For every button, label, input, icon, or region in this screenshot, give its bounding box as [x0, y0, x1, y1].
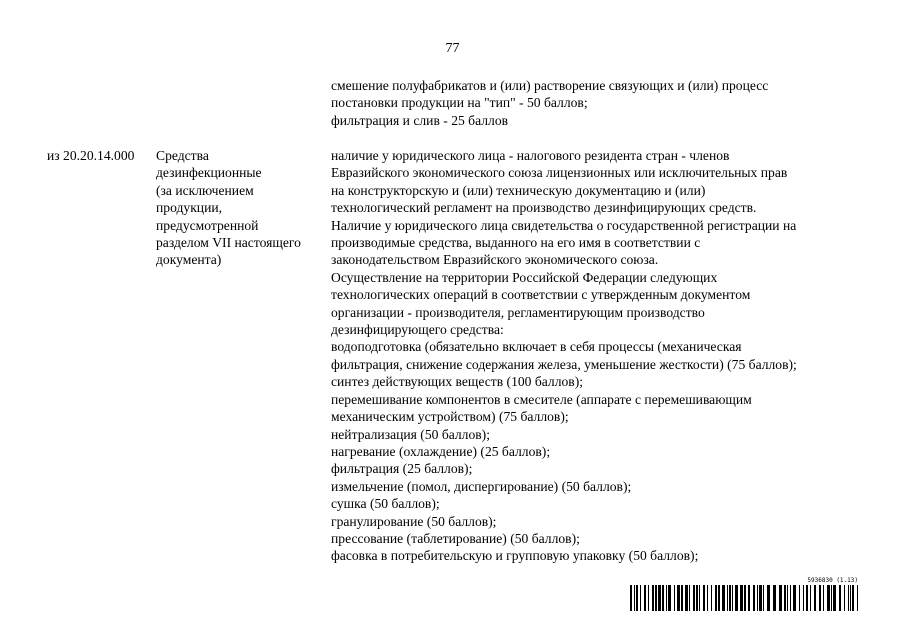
product-name-line: документа) — [156, 252, 222, 268]
barcode-image — [630, 585, 858, 611]
requirement-line: технологических операций в соответствии с утвержденным документом — [331, 287, 751, 303]
requirement-line: синтез действующих веществ (100 баллов); — [331, 374, 584, 390]
requirement-line: перемешивание компонентов в смесителе (аппарате с перемешивающим — [331, 391, 752, 407]
product-name-line: (за исключением — [156, 182, 254, 198]
barcode-bar — [681, 585, 683, 611]
product-name-line: разделом VII настоящего — [156, 235, 301, 251]
barcode-bar — [784, 585, 786, 611]
barcode-bar — [806, 585, 808, 611]
barcode-bar — [644, 585, 646, 611]
barcode-bar — [787, 585, 788, 611]
barcode-bar — [718, 585, 720, 611]
barcode-bar — [833, 585, 836, 611]
barcode-bar — [831, 585, 832, 611]
barcode-bar — [648, 585, 649, 611]
barcode-bar — [799, 585, 800, 611]
continuation-line: смешение полуфабрикатов и (или) растворение связующих и (или) процесс — [331, 78, 769, 93]
requirement-line: наличие у юридического лица - налогового резидента стран - членов — [331, 148, 730, 163]
product-name-line: продукции, — [156, 200, 223, 216]
continuation-line: фильтрация и слив - 25 баллов — [331, 112, 509, 128]
requirement-line: сушка (50 баллов); — [331, 496, 440, 512]
requirements-text — [331, 147, 876, 565]
barcode-bar — [662, 585, 664, 611]
requirement-line: законодательством Евразийского экономического союза. — [331, 252, 659, 268]
barcode-bar — [711, 585, 712, 611]
product-name-line: дезинфекционные — [156, 165, 262, 181]
barcode-bar — [759, 585, 762, 611]
requirement-line: производимые средства, выданного на его имя в соответствии с — [331, 235, 701, 251]
requirement-line: дезинфицирующего средства: — [331, 322, 504, 338]
barcode-bar — [636, 585, 638, 611]
requirement-line: технологический регламент на производство дезинфицирующих средств. — [331, 200, 757, 216]
barcode-bar — [634, 585, 635, 611]
requirement-line: фильтрация, снижение содержания железа, уменьшение жесткости) (75 баллов); — [331, 356, 797, 372]
barcode-bar — [823, 585, 824, 611]
barcode-bar — [793, 585, 796, 611]
barcode-bar — [735, 585, 738, 611]
barcode-bar — [652, 585, 654, 611]
barcode-bar — [655, 585, 657, 611]
requirement-line: прессование (таблетирование) (50 баллов); — [331, 530, 580, 546]
barcode-bar — [689, 585, 690, 611]
document-barcode — [630, 577, 858, 611]
requirement-line: водоподготовка (обязательно включает в себя процессы (механическая — [331, 339, 742, 355]
requirement-line: Евразийского экономического союза лицензионных или исключительных прав — [331, 165, 788, 181]
barcode-bar — [744, 585, 746, 611]
barcode-bar — [727, 585, 728, 611]
barcode-bar — [685, 585, 688, 611]
barcode-bar — [810, 585, 811, 611]
continuation-line: постановки продукции на "тип" - 50 баллов; — [331, 95, 588, 111]
requirement-line: организации - производителя, регламентирующим производство — [331, 304, 705, 320]
barcode-bar — [844, 585, 845, 611]
barcode-bar — [748, 585, 750, 611]
barcode-bar — [658, 585, 661, 611]
barcode-bar — [848, 585, 849, 611]
barcode-number: 5936830 (1.13) — [807, 577, 858, 584]
requirement-line: механическим устройством) (75 баллов); — [331, 409, 569, 425]
barcode-bar — [753, 585, 755, 611]
continuation-text — [331, 77, 871, 129]
barcode-bar — [763, 585, 764, 611]
barcode-bar — [790, 585, 791, 611]
requirement-line: на конструкторскую и (или) техническую документацию и (или) — [331, 182, 706, 198]
barcode-bar — [640, 585, 641, 611]
barcode-bar — [850, 585, 851, 611]
barcode-bar — [707, 585, 708, 611]
barcode-bar — [779, 585, 782, 611]
barcode-bar — [740, 585, 743, 611]
barcode-bar — [696, 585, 698, 611]
barcode-bar — [773, 585, 776, 611]
barcode-bar — [857, 585, 858, 611]
requirement-line: фильтрация (25 баллов); — [331, 461, 473, 477]
barcode-bar — [674, 585, 675, 611]
requirement-line: гранулирование (50 баллов); — [331, 513, 497, 529]
barcode-bar — [699, 585, 700, 611]
barcode-bar — [839, 585, 841, 611]
barcode-bar — [715, 585, 717, 611]
barcode-bar — [693, 585, 695, 611]
product-name-line: предусмотренной — [156, 217, 259, 233]
barcode-bar — [630, 585, 632, 611]
barcode-bar — [666, 585, 667, 611]
requirement-line: измельчение (помол, диспергирование) (50 баллов); — [331, 478, 632, 494]
barcode-bar — [803, 585, 804, 611]
requirement-line: нагревание (охлаждение) (25 баллов); — [331, 443, 551, 459]
requirement-line: фасовка в потребительскую и групповую упаковку (50 баллов); — [331, 548, 699, 564]
barcode-bar — [852, 585, 854, 611]
product-name-line: Средства — [156, 148, 209, 163]
barcode-bar — [767, 585, 770, 611]
requirement-line: Наличие у юридического лица свидетельства о государственной регистрации на — [331, 217, 797, 233]
barcode-bar — [827, 585, 830, 611]
barcode-bar — [732, 585, 733, 611]
product-name — [156, 147, 326, 269]
barcode-bar — [729, 585, 731, 611]
product-code: из 20.20.14.000 — [47, 148, 135, 163]
requirement-line: нейтрализация (50 баллов); — [331, 426, 490, 442]
barcode-bar — [668, 585, 671, 611]
barcode-bar — [814, 585, 816, 611]
requirement-line: Осуществление на территории Российской Федерации следующих — [331, 269, 718, 285]
barcode-bar — [722, 585, 725, 611]
barcode-bar — [819, 585, 821, 611]
barcode-bar — [677, 585, 680, 611]
barcode-bar — [703, 585, 705, 611]
page-number: 77 — [445, 41, 460, 56]
barcode-bar — [757, 585, 758, 611]
